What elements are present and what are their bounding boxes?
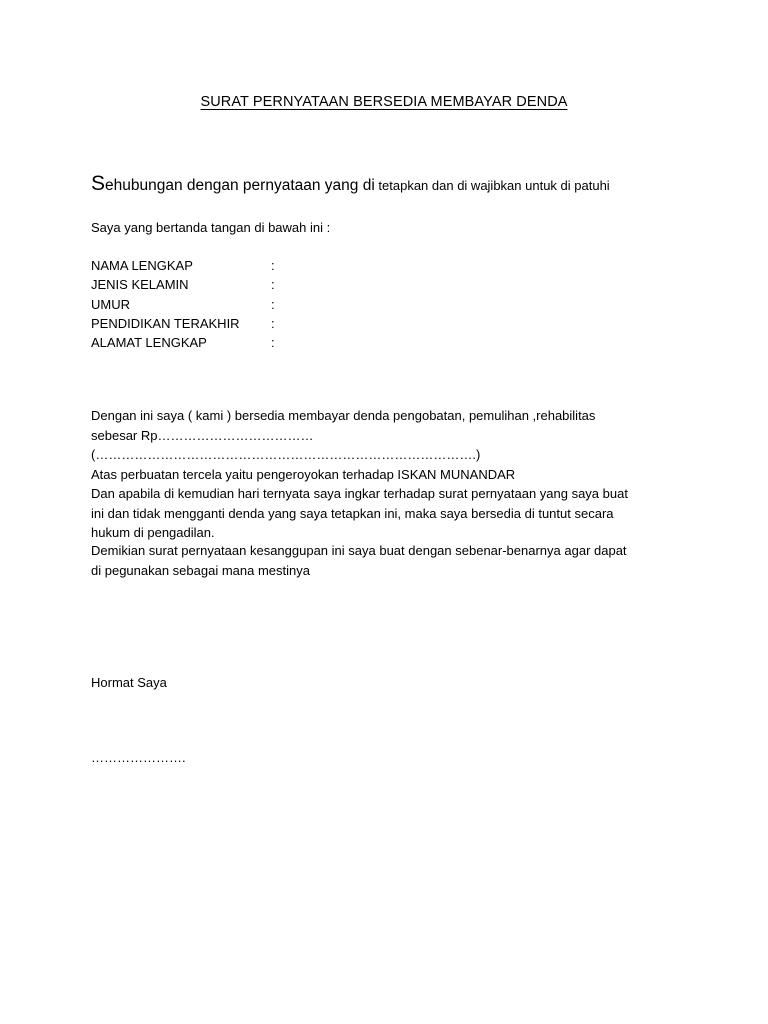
field-label: PENDIDIKAN TERAKHIR [91, 316, 240, 332]
field-colon: : [271, 277, 275, 293]
field-colon: : [271, 316, 275, 332]
field-label: JENIS KELAMIN [91, 277, 189, 293]
signer-statement: Saya yang bertanda tangan di bawah ini : [91, 220, 331, 235]
field-colon: : [271, 335, 275, 351]
body-line: Dan apabila di kemudian hari ternyata saya ingkar terhadap surat pernyataan yang saya buat [91, 486, 628, 501]
intro-mid-text: ehubungan dengan pernyataan yang di [105, 177, 375, 194]
field-row-jenis-kelamin [91, 275, 275, 294]
field-row-alamat [91, 333, 275, 352]
body-line: sebesar Rp……………………………… (…………………………………………………………………………….) [91, 427, 481, 462]
closing-paragraph [91, 541, 691, 580]
field-label: NAMA LENGKAP [91, 258, 193, 274]
statement-body [91, 406, 691, 543]
signature-line: …………………. [91, 750, 186, 765]
field-row-nama [91, 256, 275, 275]
field-label: UMUR [91, 296, 130, 312]
document-title: SURAT PERNYATAAN BERSEDIA MEMBAYAR DENDA [200, 94, 568, 110]
field-colon: : [271, 296, 275, 312]
document-title-container [0, 94, 768, 110]
closing-line: Demikian surat pernyataan kesanggupan ini saya buat dengan sebenar-benarnya agar dapat [91, 543, 627, 558]
body-line: Dengan ini saya ( kami ) bersedia membayar denda pengobatan, pemulihan ,rehabilitas [91, 408, 596, 423]
body-line: hukum di pengadilan. [91, 525, 215, 540]
field-row-pendidikan [91, 314, 275, 333]
identity-fields [91, 256, 275, 352]
field-label: ALAMAT LENGKAP [91, 335, 207, 351]
signature-label: Hormat Saya [91, 675, 167, 690]
field-row-umur [91, 295, 275, 314]
body-line: Atas perbuatan tercela yaitu pengeroyokan terhadap ISKAN MUNANDAR [91, 466, 516, 482]
body-line: ini dan tidak mengganti denda yang saya tetapkan ini, maka saya bersedia di tuntut secara [91, 505, 614, 521]
intro-first-letter: S [91, 172, 106, 195]
intro-sentence [91, 172, 610, 196]
field-colon: : [271, 258, 275, 274]
intro-rest-text: tetapkan dan di wajibkan untuk di patuhi [374, 178, 610, 193]
closing-line: di pegunakan sebagai mana mestinya [91, 562, 310, 578]
